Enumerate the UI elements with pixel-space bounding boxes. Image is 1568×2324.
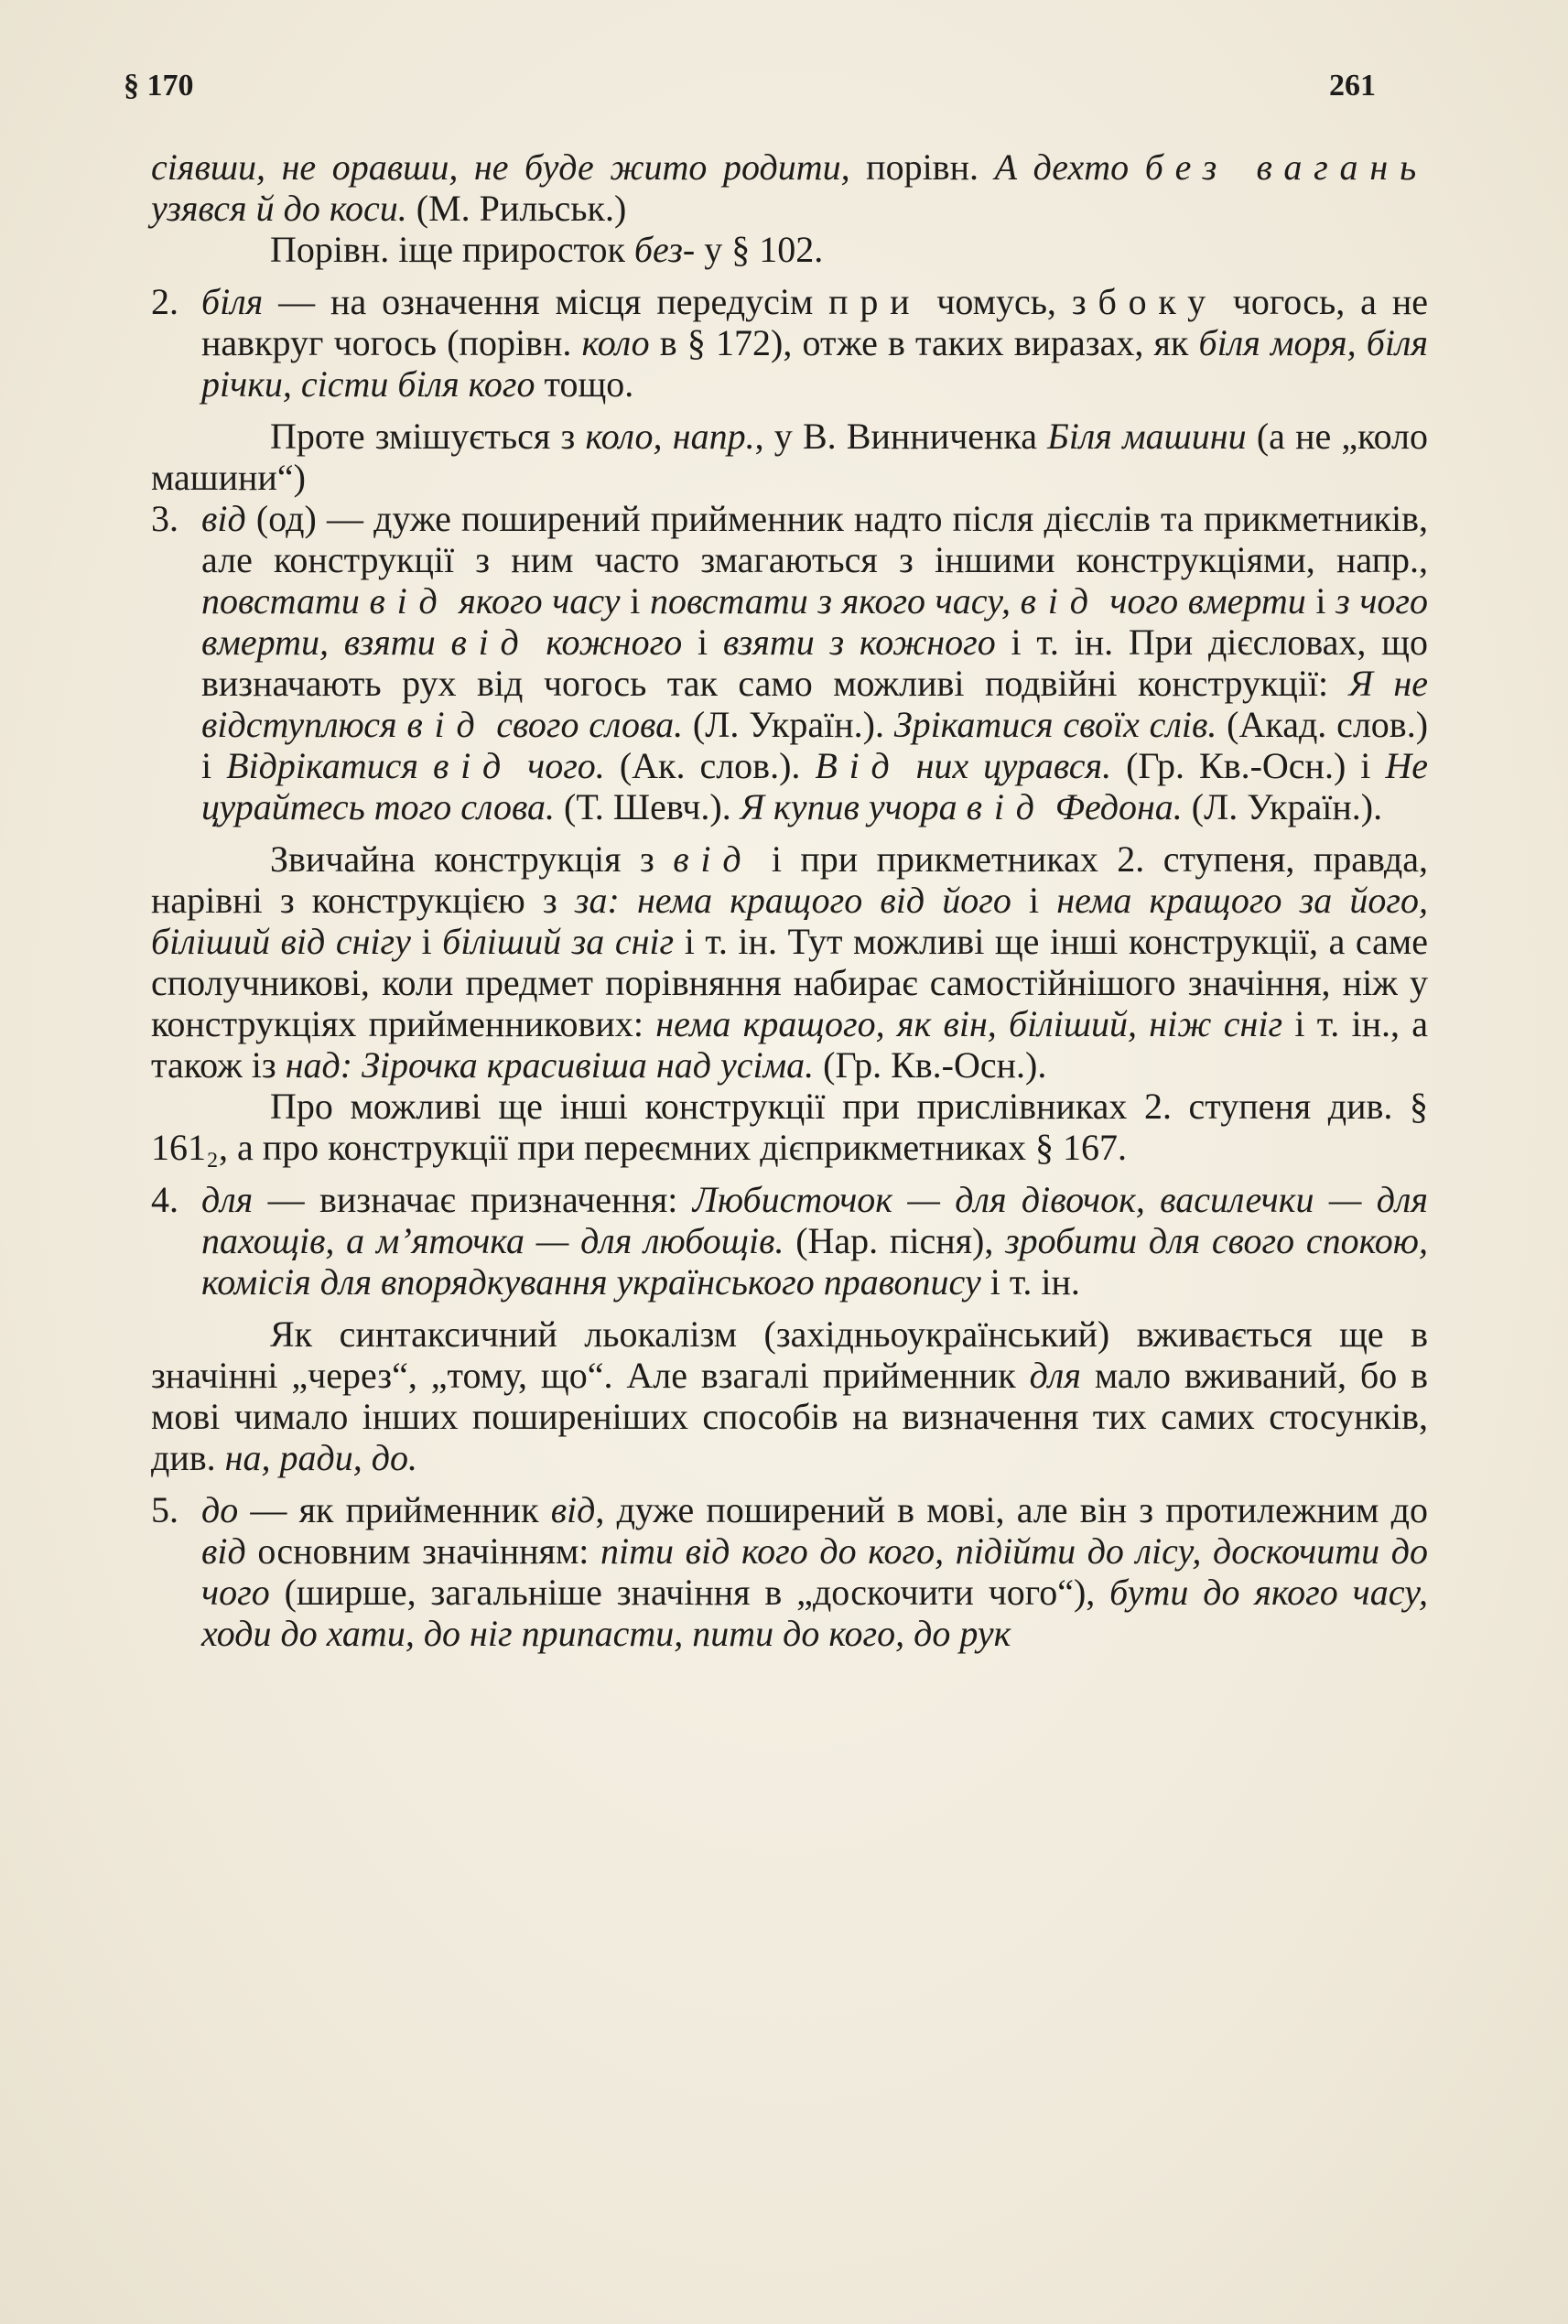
text-run: і bbox=[1011, 880, 1057, 921]
italic-text-run: них цурався. bbox=[901, 745, 1112, 786]
text-run: в § 172), отже в таких виразах, як bbox=[649, 322, 1199, 363]
italic-text-run: коло, напр. bbox=[585, 416, 755, 457]
item-text bbox=[201, 281, 1428, 405]
italic-text-run: біля моря, біля річки, сісти біля кого bbox=[201, 322, 1429, 405]
italic-text-run: від bbox=[673, 838, 753, 880]
italic-text-run: з чого вмерти, взяти bbox=[201, 580, 1429, 663]
text-run: і при прикметниках 2. ступеня, правда, нарівні з конструкцією з bbox=[151, 838, 1428, 921]
list-item-3 bbox=[151, 498, 1428, 827]
text-run: чогось, а не навкруг чогось (порівн. bbox=[201, 281, 1428, 363]
italic-text-run: від bbox=[369, 580, 449, 622]
section-number: § 170 bbox=[124, 69, 194, 103]
continued-paragraph bbox=[151, 146, 1428, 229]
italic-text-run: Федона. bbox=[1045, 786, 1183, 827]
text-run: (Ак. слов.). bbox=[604, 745, 816, 786]
text-run: і т. ін. При дієсловах, що визначають рух від чогось так само можливі подвійні конструкції: bbox=[201, 622, 1428, 704]
continued-note bbox=[151, 229, 1428, 270]
italic-text-run: повстати з якого часу, bbox=[649, 580, 1021, 622]
text-run: (Гр. Кв.-Осн.) і bbox=[1111, 745, 1386, 786]
item-text bbox=[201, 1179, 1428, 1303]
text-run: , дуже поширений в мові, але він з протилежним до bbox=[595, 1489, 1429, 1530]
italic-text-run: від bbox=[432, 745, 514, 786]
italic-text-run: від bbox=[1020, 580, 1100, 622]
text-run: тощо. bbox=[535, 363, 634, 405]
text-run: (Нар. пісня), bbox=[784, 1220, 1006, 1261]
text-run: і bbox=[620, 580, 650, 622]
italic-text-run: від bbox=[201, 1530, 246, 1572]
italic-text-run: Любисточок — для дівочок, василечки — для пахощів, а м’яточка — для любощів. bbox=[201, 1179, 1429, 1261]
text-run: і bbox=[682, 622, 723, 663]
italic-text-run: Відрікатися bbox=[226, 745, 433, 786]
italic-text-run: Не цурайтесь того слова. bbox=[201, 745, 1429, 827]
item-number: 2. bbox=[151, 281, 178, 322]
item-text bbox=[201, 1489, 1428, 1654]
italic-text-run: зробити для свого спокою, комісія для впорядкування українського правопису bbox=[201, 1220, 1429, 1303]
text-run: (Гр. Кв.-Осн.). bbox=[814, 1044, 1047, 1086]
italic-text-run: для bbox=[201, 1179, 254, 1220]
text-run: і bbox=[410, 921, 443, 962]
italic-text-run: узявся й до коси. bbox=[151, 188, 407, 229]
item-2-note bbox=[151, 416, 1428, 498]
italic-text-run: від bbox=[966, 786, 1046, 827]
text-run: і т. ін., а також із bbox=[151, 1003, 1429, 1086]
text-run: (ширше, загальніше значіння в „доскочити чого“), bbox=[269, 1572, 1110, 1613]
text-run: і т. ін. Тут можливі ще інші конструкції, а саме сполучникові, коли предмет порівняння набирає самостійнішого значіння, ніж у конструкціях прийменникових: bbox=[151, 921, 1428, 1044]
text-run: порівн. bbox=[849, 146, 995, 188]
italic-text-run: на, ради, до. bbox=[224, 1437, 417, 1478]
page-header bbox=[124, 69, 1376, 103]
item-number: 3. bbox=[151, 498, 178, 539]
italic-text-run: свого слова. bbox=[486, 704, 684, 745]
text-run: і bbox=[1305, 580, 1336, 622]
italic-text-run: від bbox=[201, 498, 246, 539]
text-run: (Акад. слов.) і bbox=[201, 704, 1429, 786]
italic-text-run: без- bbox=[633, 229, 696, 270]
italic-text-run: Біля машини bbox=[1047, 416, 1247, 457]
text-run: (М. Рильськ.) bbox=[406, 188, 627, 229]
item-3-note-1 bbox=[151, 838, 1428, 1086]
italic-text-run: кожного bbox=[530, 622, 683, 663]
item-text bbox=[201, 498, 1428, 827]
text-run: мало вживаний, бо в мові чимало інших поширеніших способів на визначення тих самих стосунків, див. bbox=[151, 1355, 1429, 1478]
text-run: Порівн. іще приросток bbox=[270, 229, 634, 270]
italic-text-run: взяти з кожного bbox=[722, 622, 996, 663]
text-run: — на означення місця передусім bbox=[263, 281, 829, 322]
list-item-4 bbox=[151, 1179, 1428, 1303]
italic-text-run: нема кращого, як він, біліший, ніж сніг bbox=[655, 1003, 1283, 1044]
italic-text-run: без вагань bbox=[1144, 146, 1428, 188]
text-run: — визначає призначення: bbox=[253, 1179, 693, 1220]
italic-text-run: бути до якого часу, ходи до хати, до ніг припасти, пити до кого, до рук bbox=[201, 1572, 1428, 1654]
page-number: 261 bbox=[1329, 69, 1376, 103]
italic-text-run: Зрікатися своїх слів. bbox=[893, 704, 1217, 745]
text-run: Звичайна конструкція з bbox=[270, 838, 674, 880]
text-run: і т. ін. bbox=[980, 1261, 1080, 1303]
italic-text-run: до bbox=[201, 1489, 239, 1530]
italic-text-run: від bbox=[450, 622, 531, 663]
page-body bbox=[151, 146, 1428, 1654]
italic-text-run: якого часу bbox=[449, 580, 621, 622]
text-run: у § 102. bbox=[695, 229, 824, 270]
item-4-note bbox=[151, 1313, 1428, 1478]
italic-text-run: нема кращого за його, біліший від снігу bbox=[151, 880, 1429, 962]
text-run: — як прийменник bbox=[238, 1489, 551, 1530]
italic-text-run: повстати bbox=[201, 580, 370, 622]
text-run: Про можливі ще інші конструкції при прислівниках 2. ступеня див. § 161₂, а про конструкції при переємних дієприкметниках § 167. bbox=[151, 1086, 1428, 1168]
italic-text-run: для bbox=[1029, 1355, 1081, 1396]
text-run: (Т. Шевч.). bbox=[555, 786, 741, 827]
item-number: 4. bbox=[151, 1179, 178, 1220]
text-run: (од) — дуже поширений прийменник надто після дієслів та прикметників, але конструкції з ним часто змагаються з іншими конструкціями, напр., bbox=[201, 498, 1428, 580]
text-run: основним значінням: bbox=[245, 1530, 601, 1572]
text-run: Проте змішується з bbox=[270, 416, 586, 457]
italic-text-run: за: нема кращого від його bbox=[574, 880, 1011, 921]
italic-text-run: Я не відступлюся bbox=[201, 663, 1428, 745]
italic-text-run: біліший за сніг bbox=[442, 921, 675, 962]
italic-text-run: від bbox=[406, 704, 487, 745]
text-run: (а не „коло машини“) bbox=[151, 416, 1429, 498]
italic-text-run: над: Зірочка красивіша над усіма. bbox=[285, 1044, 815, 1086]
italic-text-run: А дехто bbox=[994, 146, 1145, 188]
list-item-5 bbox=[151, 1489, 1428, 1654]
italic-text-run: від bbox=[550, 1489, 596, 1530]
list-item-2 bbox=[151, 281, 1428, 405]
text-run: (Л. Україн.). bbox=[683, 704, 894, 745]
italic-text-run: Від bbox=[815, 745, 902, 786]
text-run: Як синтаксичний льокалізм (західньоукраїнський) вживається ще в значінні „через“, „тому, що“. Але взагалі прийменник bbox=[151, 1313, 1428, 1396]
item-3-note-2 bbox=[151, 1086, 1428, 1168]
italic-text-run: Я купив учора bbox=[740, 786, 967, 827]
text-run: при bbox=[828, 281, 922, 322]
italic-text-run: сіявши, не оравши, не буде жито родити, bbox=[151, 146, 850, 188]
text-run: , у В. Винниченка bbox=[754, 416, 1048, 457]
italic-text-run: чого вмерти bbox=[1099, 580, 1306, 622]
italic-text-run: чого. bbox=[513, 745, 605, 786]
italic-text-run: коло bbox=[581, 322, 650, 363]
italic-text-run: піти від кого до кого, підійти до лісу, доскочити до чого bbox=[201, 1530, 1428, 1613]
item-number: 5. bbox=[151, 1489, 178, 1530]
italic-text-run: біля bbox=[201, 281, 264, 322]
text-run: збоку bbox=[1071, 281, 1217, 322]
text-run: (Л. Україн.). bbox=[1182, 786, 1383, 827]
text-run: чомусь, bbox=[921, 281, 1072, 322]
